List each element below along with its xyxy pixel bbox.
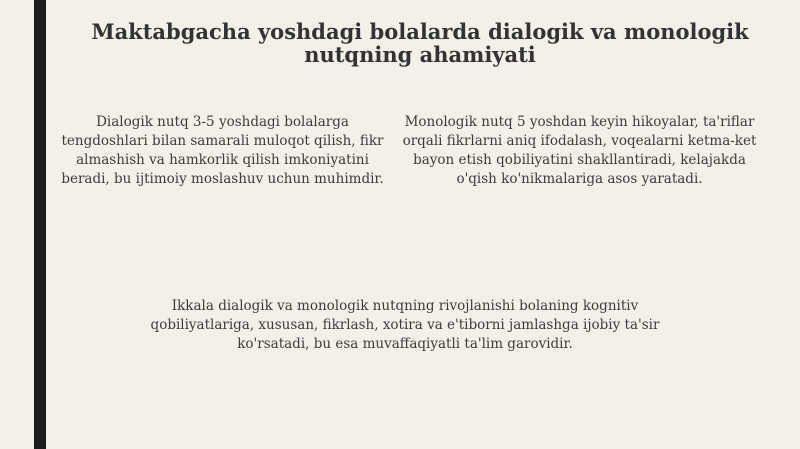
summary-text: Ikkala dialogik va monologik nutqning rivojlanishi bolaning kognitiv qobiliyatlariga, xususan, fikrlash, xotira va e'tiborni jamlashga ijobiy ta'sir ko'rsatadi, bu esa muvaffaqiyatli ta'lim garovidir. [150,298,660,352]
slide-title: Maktabgacha yoshdagi bolalarda dialogik va monologik nutqning ahamiyati [91,19,749,67]
left-accent-bar [34,0,46,449]
dialogic-speech-text: Dialogik nutq 3-5 yoshdagi bolalarga tengdoshlari bilan samarali muloqot qilish, fikr almashish va hamkorlik qilish imkoniyatini beradi, bu ijtimoiy moslashuv uchun muhimdir. [61,114,384,187]
monologic-speech-text: Monologik nutq 5 yoshdan keyin hikoyalar, ta'riflar orqali fikrlarni aniq ifodalash, voqealarni ketma-ket bayon etish qobiliyatini shakllantiradi, kelajakda o'qish ko'nikmalariga asos yaratadi. [402,114,757,187]
